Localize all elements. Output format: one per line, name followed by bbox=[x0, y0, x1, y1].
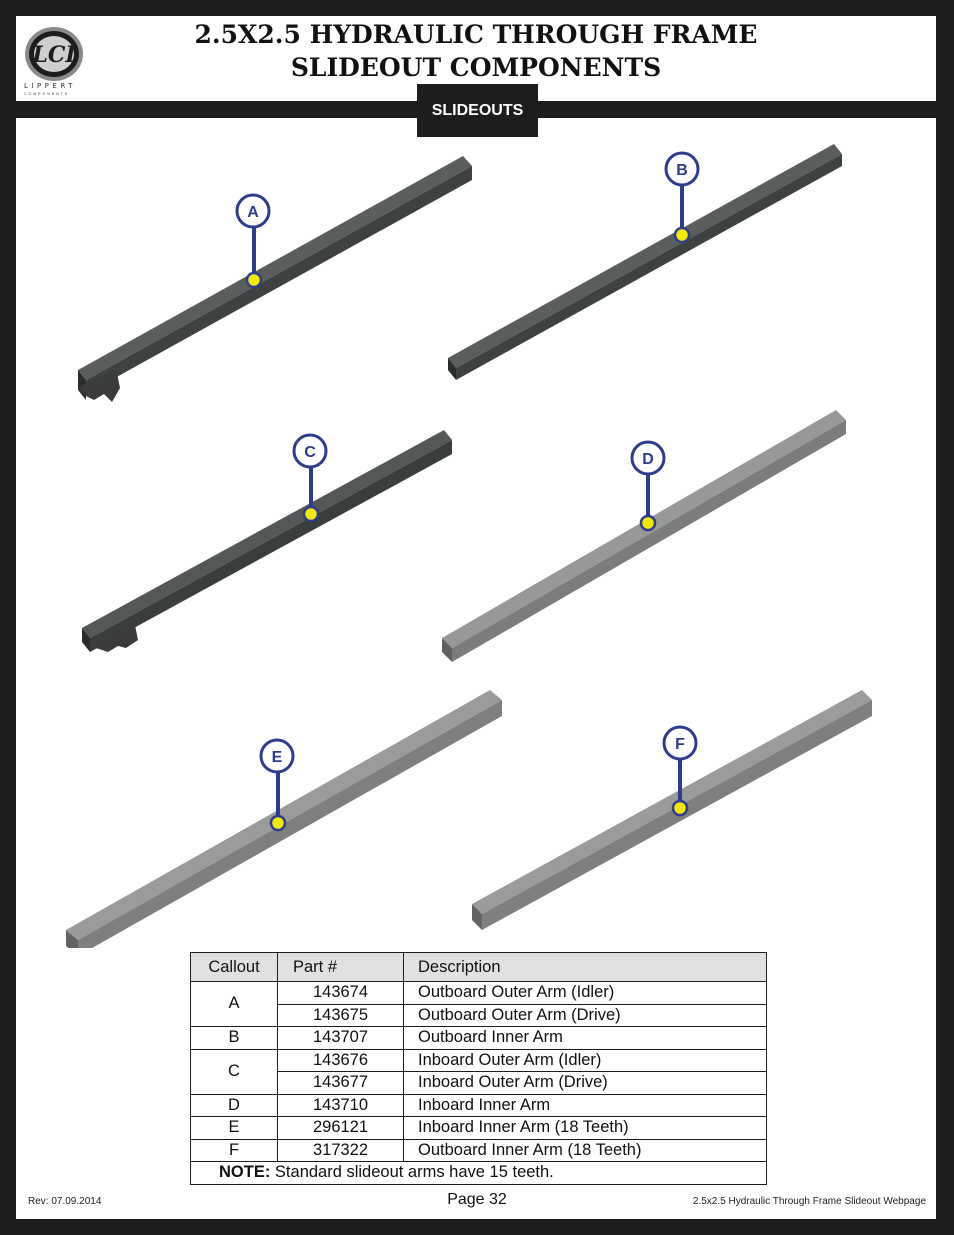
callout-d-label: D bbox=[642, 451, 654, 468]
footer-page: Page 32 bbox=[447, 1191, 507, 1208]
cell-desc: Inboard Outer Arm (Idler) bbox=[404, 1049, 767, 1072]
cell-desc: Outboard Outer Arm (Drive) bbox=[404, 1004, 767, 1027]
content-area bbox=[16, 118, 936, 1219]
arm-a-illustration bbox=[78, 156, 472, 402]
callout-c-label: C bbox=[304, 444, 316, 461]
svg-text:LCI: LCI bbox=[32, 42, 76, 68]
footer-rev: Rev: 07.09.2014 bbox=[28, 1196, 102, 1207]
table-row bbox=[191, 1004, 767, 1027]
header-callout: Callout bbox=[191, 953, 278, 982]
header-description: Description bbox=[404, 953, 767, 982]
cell-part: 143674 bbox=[278, 982, 404, 1005]
table-note bbox=[191, 1162, 767, 1185]
table-row bbox=[191, 1139, 767, 1162]
note-label: NOTE: bbox=[219, 1163, 271, 1181]
header-part: Part # bbox=[278, 953, 404, 982]
cell-part: 143677 bbox=[278, 1072, 404, 1095]
cell-callout: E bbox=[191, 1117, 278, 1140]
callout-e-label: E bbox=[271, 749, 283, 766]
parts-table bbox=[190, 952, 767, 1185]
table-row bbox=[191, 1072, 767, 1095]
cell-desc: Inboard Outer Arm (Drive) bbox=[404, 1072, 767, 1095]
cell-desc: Outboard Inner Arm bbox=[404, 1027, 767, 1050]
page-title bbox=[16, 16, 936, 84]
cell-callout: B bbox=[191, 1027, 278, 1050]
table-row bbox=[191, 982, 767, 1005]
title-line-2: SLIDEOUT COMPONENTS bbox=[290, 53, 662, 82]
cell-part: 143707 bbox=[278, 1027, 404, 1050]
cell-part: 317322 bbox=[278, 1139, 404, 1162]
cell-callout: D bbox=[191, 1094, 278, 1117]
table-row bbox=[191, 1094, 767, 1117]
cell-part: 296121 bbox=[278, 1117, 404, 1140]
callout-f-label: F bbox=[675, 736, 685, 753]
cell-part: 143675 bbox=[278, 1004, 404, 1027]
cell-part: 143710 bbox=[278, 1094, 404, 1117]
cell-part: 143676 bbox=[278, 1049, 404, 1072]
footer-doc: 2.5x2.5 Hydraulic Through Frame Slideout Webpage bbox=[692, 1196, 926, 1207]
table-row bbox=[191, 1117, 767, 1140]
cell-desc: Inboard Inner Arm bbox=[404, 1094, 767, 1117]
cell-callout: C bbox=[191, 1049, 278, 1094]
title-line-1: 2.5X2.5 HYDRAULIC THROUGH FRAME bbox=[194, 20, 758, 49]
cell-callout: F bbox=[191, 1139, 278, 1162]
arm-c-illustration bbox=[82, 430, 452, 652]
cell-desc: Outboard Outer Arm (Idler) bbox=[404, 982, 767, 1005]
table-note-row bbox=[191, 1162, 767, 1185]
table-row bbox=[191, 1049, 767, 1072]
logo-sub: COMPONENTS bbox=[24, 92, 70, 96]
logo-name: LIPPERT bbox=[24, 82, 76, 90]
cell-callout: A bbox=[191, 982, 278, 1027]
note-text: Standard slideout arms have 15 teeth. bbox=[270, 1163, 554, 1181]
cell-desc: Outboard Inner Arm (18 Teeth) bbox=[404, 1139, 767, 1162]
callout-a-label: A bbox=[247, 204, 259, 221]
table-row bbox=[191, 1027, 767, 1050]
section-tab: SLIDEOUTS bbox=[417, 84, 538, 137]
arm-b-illustration bbox=[448, 144, 842, 380]
callout-b-label: B bbox=[676, 162, 688, 179]
cell-desc: Inboard Inner Arm (18 Teeth) bbox=[404, 1117, 767, 1140]
parts-diagram bbox=[16, 118, 936, 948]
table-header-row bbox=[191, 953, 767, 982]
